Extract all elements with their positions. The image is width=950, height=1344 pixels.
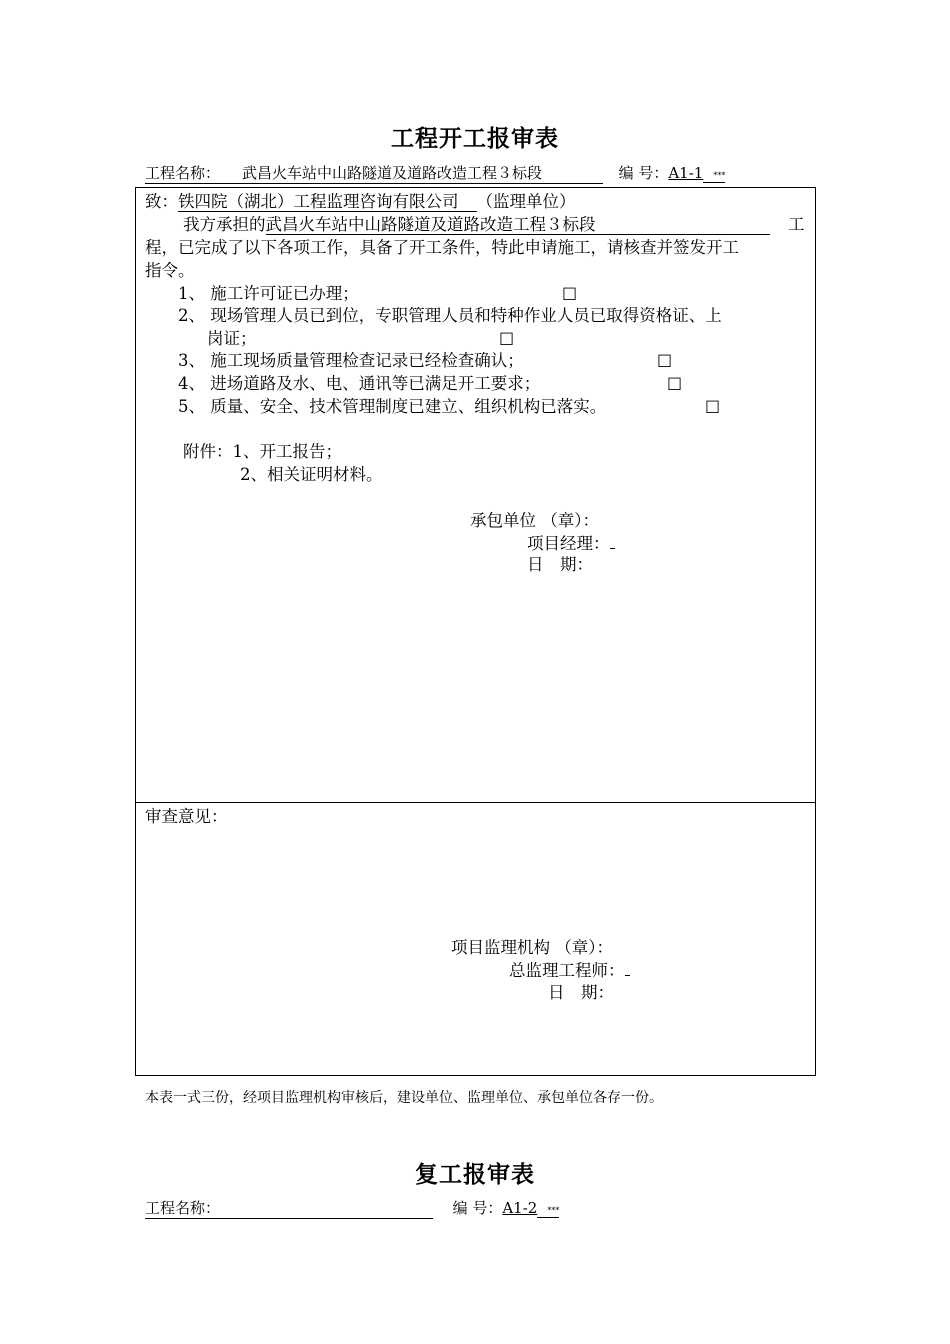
checkbox-1[interactable]: □ bbox=[562, 283, 578, 302]
form1-title: 工程开工报审表 bbox=[391, 125, 559, 152]
form2-title: 复工报审表 bbox=[415, 1161, 535, 1188]
item-text: 施工现场质量管理检查记录已经检查确认； bbox=[210, 351, 524, 370]
body-line-3: 指令。 bbox=[145, 261, 195, 280]
project-name-value: 武昌火车站中山路隧道及道路改造工程３标段 bbox=[242, 164, 543, 182]
project-name-label: 工程名称： bbox=[145, 164, 221, 182]
body-line-2: 程，已完成了以下各项工作，具备了开工条件，特此申请施工，请核查并签发开工 bbox=[145, 238, 739, 257]
item-number: 4、 bbox=[178, 374, 205, 393]
body-project: 武昌火车站中山路隧道及道路改造工程３标段 bbox=[265, 215, 596, 234]
checkbox-4[interactable]: □ bbox=[667, 373, 683, 392]
item-text: 施工许可证已办理； bbox=[210, 284, 359, 303]
project-manager-label bbox=[527, 533, 615, 555]
checkbox-5[interactable]: □ bbox=[705, 396, 721, 415]
checklist-item-3 bbox=[178, 350, 524, 372]
supervision-org-seal-label: 项目监理机构 （章）： bbox=[451, 938, 613, 957]
checklist-item-1 bbox=[178, 283, 359, 305]
body-line-1 bbox=[183, 214, 770, 236]
form2-code-label: 编 号： bbox=[452, 1199, 503, 1217]
footnote: 本表一式三份，经项目监理机构审核后，建设单位、监理单位、承包单位各存一份。 bbox=[145, 1090, 663, 1106]
code-value: A1-1 bbox=[668, 164, 704, 182]
to-label: 致： bbox=[145, 192, 178, 211]
attachment-1: 附件：1、开工报告； bbox=[183, 442, 342, 461]
checklist-item-4 bbox=[178, 373, 540, 395]
project-manager-text: 项目经理： bbox=[527, 534, 610, 553]
item-number: 3、 bbox=[178, 351, 205, 370]
chief-engineer-label bbox=[509, 960, 630, 982]
form1-header-row bbox=[145, 162, 725, 184]
item-number: 5、 bbox=[178, 397, 205, 416]
supervisor-unit: （监理单位） bbox=[476, 192, 576, 211]
item-text: 现场管理人员已到位，专职管理人员和特种作业人员已取得资格证、上 bbox=[210, 306, 722, 325]
item-number: 1、 bbox=[178, 284, 205, 303]
checkbox-2[interactable]: □ bbox=[499, 328, 515, 347]
chief-engineer-text: 总监理工程师： bbox=[509, 961, 625, 980]
form1-row-divider bbox=[135, 802, 816, 803]
to-line bbox=[145, 191, 576, 213]
item-text: 质量、安全、技术管理制度已建立、组织机构已落实。 bbox=[210, 397, 607, 416]
form2-code-suffix: *** bbox=[547, 1206, 560, 1215]
body-suffix: 工 bbox=[788, 215, 805, 234]
code-label: 编 号： bbox=[618, 164, 669, 182]
checklist-item-5 bbox=[178, 396, 606, 418]
attachment-2: 2、相关证明材料。 bbox=[240, 465, 383, 484]
form2-project-label: 工程名称： bbox=[145, 1199, 221, 1217]
code-suffix: *** bbox=[713, 171, 726, 180]
date-label: 日 期： bbox=[527, 555, 593, 574]
form2-code-value: A1-2 bbox=[502, 1199, 538, 1217]
checklist-item-2 bbox=[178, 305, 722, 327]
body-prefix: 我方承担的 bbox=[183, 215, 266, 234]
checkbox-3[interactable]: □ bbox=[657, 350, 673, 369]
contractor-seal-label: 承包单位 （章）： bbox=[470, 511, 599, 530]
form2-header-row bbox=[145, 1197, 559, 1219]
checklist-item-2-cont: 岗证； bbox=[207, 329, 257, 348]
review-opinion-label: 审查意见： bbox=[145, 807, 228, 826]
item-text: 进场道路及水、电、通讯等已满足开工要求； bbox=[210, 374, 541, 393]
item-number: 2、 bbox=[178, 306, 205, 325]
review-date-label: 日 期： bbox=[548, 983, 614, 1002]
supervisor-company: 铁四院（湖北）工程监理咨询有限公司 bbox=[178, 192, 459, 211]
